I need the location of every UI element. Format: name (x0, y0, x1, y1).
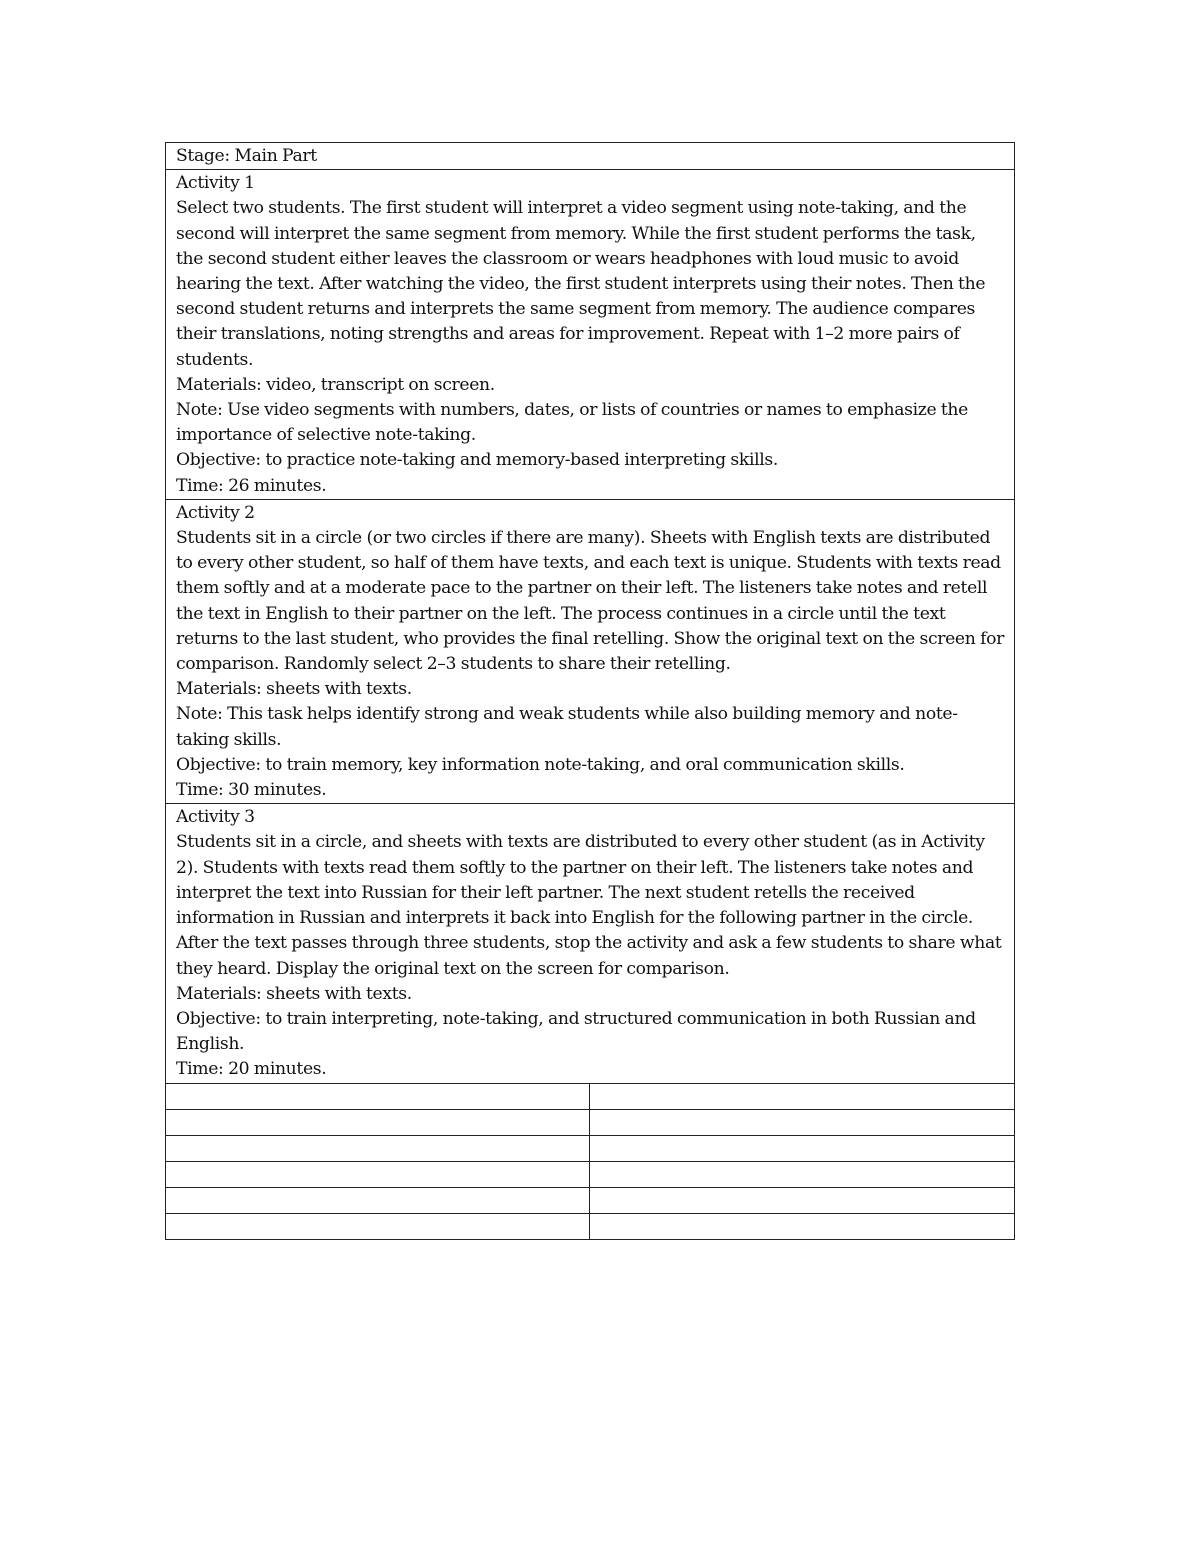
empty-cell (590, 1135, 1015, 1161)
activity-description: Students sit in a circle, and sheets with texts are distributed to every other student (as in Activity 2). Students with texts read them softly to the partner on their left. The listeners take notes and interpret the text into Russian for their left partner. The next student retells the received information in Russian and interprets it back into English for the following partner in the circle. After the text passes through three students, stop the activity and ask a few students to share what they heard. Display the original text on the screen for comparison. (176, 832, 1002, 979)
activity-title: Activity 2 (176, 502, 255, 523)
lesson-plan-table (165, 142, 1015, 1240)
activity-materials: Materials: sheets with texts. (176, 679, 412, 700)
empty-cell (590, 1213, 1015, 1239)
empty-table-row (166, 1213, 1015, 1239)
activity-note: Note: Use video segments with numbers, dates, or lists of countries or names to emphasize the importance of selective note-taking. (176, 400, 968, 446)
empty-cell (590, 1083, 1015, 1109)
activity-note: Note: This task helps identify strong and weak students while also building memory and note-taking skills. (176, 704, 958, 750)
empty-table-row (166, 1187, 1015, 1213)
empty-cell (590, 1161, 1015, 1187)
activity-objective: Objective: to train interpreting, note-taking, and structured communication in both Russian and English. (176, 1008, 976, 1055)
empty-cell (166, 1161, 590, 1187)
activity-title: Activity 3 (176, 807, 255, 828)
activity-objective: Objective: to practice note-taking and memory-based interpreting skills. (176, 450, 778, 471)
activity-materials: Materials: sheets with texts. (176, 983, 412, 1004)
activity-description: Students sit in a circle (or two circles if there are many). Sheets with English texts are distributed to every other student, so half of them have texts, and each text is unique. Students with texts read them softly and at a moderate pace to the partner on their left. The listeners take notes and retell the text in English to their partner on the left. The process continues in a circle until the text returns to the last student, who provides the final retelling. Show the original text on the screen for comparison. Randomly select 2–3 students to share their retelling. (176, 528, 1004, 675)
activity-materials: Materials: video, transcript on screen. (176, 374, 495, 395)
stage-heading: Stage: Main Part (176, 146, 317, 166)
activity-row-3 (166, 804, 1015, 1083)
empty-cell (166, 1109, 590, 1135)
activity-row-2 (166, 499, 1015, 803)
stage-cell (166, 143, 1015, 170)
empty-cell (166, 1083, 590, 1109)
activity-cell-3 (166, 804, 1015, 1083)
activity-title: Activity 1 (176, 173, 255, 194)
empty-cell (590, 1187, 1015, 1213)
stage-row (166, 143, 1015, 170)
empty-cell (166, 1213, 590, 1239)
activity-time: Time: 26 minutes. (176, 475, 327, 496)
document-page (165, 142, 1014, 1240)
activity-time: Time: 30 minutes. (176, 780, 327, 801)
activity-description: Select two students. The first student will interpret a video segment using note-taking, and the second will interpret the same segment from memory. While the first student performs the task, the second student either leaves the classroom or wears headphones with loud music to avoid hearing the text. After watching the video, the first student interprets using their notes. Then the second student returns and interprets the same segment from memory. The audience compares their translations, noting strengths and areas for improvement. Repeat with 1–2 more pairs of students. (176, 198, 986, 370)
activity-objective: Objective: to train memory, key information note-taking, and oral communication skills. (176, 754, 905, 775)
activity-cell-1 (166, 170, 1015, 500)
empty-cell (166, 1187, 590, 1213)
empty-table-row (166, 1135, 1015, 1161)
empty-table-row (166, 1109, 1015, 1135)
activity-row-1 (166, 170, 1015, 500)
activity-cell-2 (166, 499, 1015, 803)
empty-table-row (166, 1083, 1015, 1109)
empty-table-row (166, 1161, 1015, 1187)
activity-time: Time: 20 minutes. (176, 1059, 327, 1080)
empty-cell (590, 1109, 1015, 1135)
empty-cell (166, 1135, 590, 1161)
